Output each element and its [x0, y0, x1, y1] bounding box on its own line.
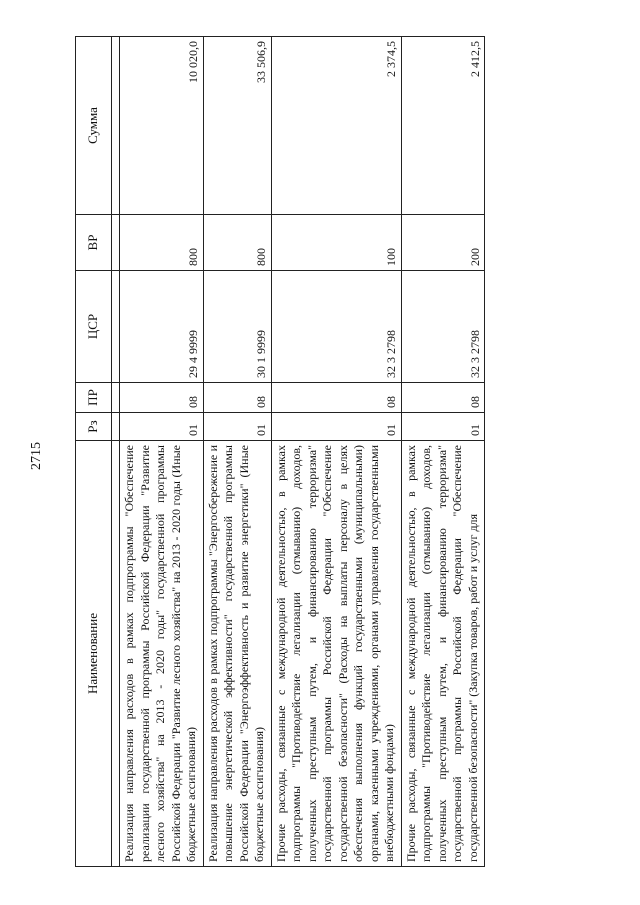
row-name: Прочие расходы, связанные с международной деятельностью, в рамках подпрограммы "Противодействие легализации (отмыванию) доходов, полученных преступным путем, и финансированию терроризма" государственной программы Российской Федерации "Обеспечение государственной безопасности" (Расходы на выплаты персоналу в целях обеспечения выполнения функций государственными (муниципальными) органами, казенными учреждениями, органами управления государственными внебюджетными фондами) — [271, 441, 401, 867]
table-row — [271, 37, 401, 867]
header-vr: ВР — [76, 215, 112, 271]
row-name: Прочие расходы, связанные с международной деятельностью, в рамках подпрограммы "Противодействие легализации (отмыванию) доходов, полученных преступным путем, и финансированию терроризма" государственной программы Российской Федерации "Обеспечение государственной безопасности" (Закупка товаров, работ и услуг для — [401, 441, 485, 867]
row-name: Реализация направления расходов в рамках подпрограммы "Энергосбережение и повышение энергетической эффективности" государственной программы Российской Федерации "Энергоэффективность и развитие энергетики" (Иные бюджетные ассигнования) — [203, 441, 271, 867]
row-sum: 2 412,5 — [401, 37, 485, 215]
budget-table — [75, 36, 485, 867]
header-name: Наименование — [76, 441, 112, 867]
row-sum: 33 506,9 — [203, 37, 271, 215]
spacer-row — [112, 37, 120, 867]
row-pr: 08 — [120, 383, 204, 413]
table-row — [203, 37, 271, 867]
row-vr: 800 — [203, 215, 271, 271]
table-row — [401, 37, 485, 867]
row-csr: 29 4 9999 — [120, 271, 204, 383]
budget-table-sheet — [75, 37, 595, 867]
row-csr: 32 3 2798 — [401, 271, 485, 383]
row-rz: 01 — [401, 413, 485, 441]
table-header-row — [76, 37, 112, 867]
row-csr: 30 1 9999 — [203, 271, 271, 383]
row-rz: 01 — [120, 413, 204, 441]
header-pr: ПР — [76, 383, 112, 413]
row-name: Реализация направления расходов в рамках подпрограммы "Обеспечение реализации государственной программы Российской Федерации "Развитие лесного хозяйства" на 2013 - 2020 годы" государственной программы Российской Федерации "Развитие лесного хозяйства" на 2013 - 2020 годы (Иные бюджетные ассигнования) — [120, 441, 204, 867]
row-vr: 200 — [401, 215, 485, 271]
row-pr: 08 — [271, 383, 401, 413]
row-sum: 10 020,0 — [120, 37, 204, 215]
header-sum: Сумма — [76, 37, 112, 215]
row-vr: 100 — [271, 215, 401, 271]
row-pr: 08 — [401, 383, 485, 413]
header-rz: Рз — [76, 413, 112, 441]
row-rz: 01 — [203, 413, 271, 441]
row-rz: 01 — [271, 413, 401, 441]
row-vr: 800 — [120, 215, 204, 271]
header-csr: ЦСР — [76, 271, 112, 383]
row-sum: 2 374,5 — [271, 37, 401, 215]
page-number: 2715 — [29, 442, 44, 470]
table-row — [120, 37, 204, 867]
row-pr: 08 — [203, 383, 271, 413]
row-csr: 32 3 2798 — [271, 271, 401, 383]
